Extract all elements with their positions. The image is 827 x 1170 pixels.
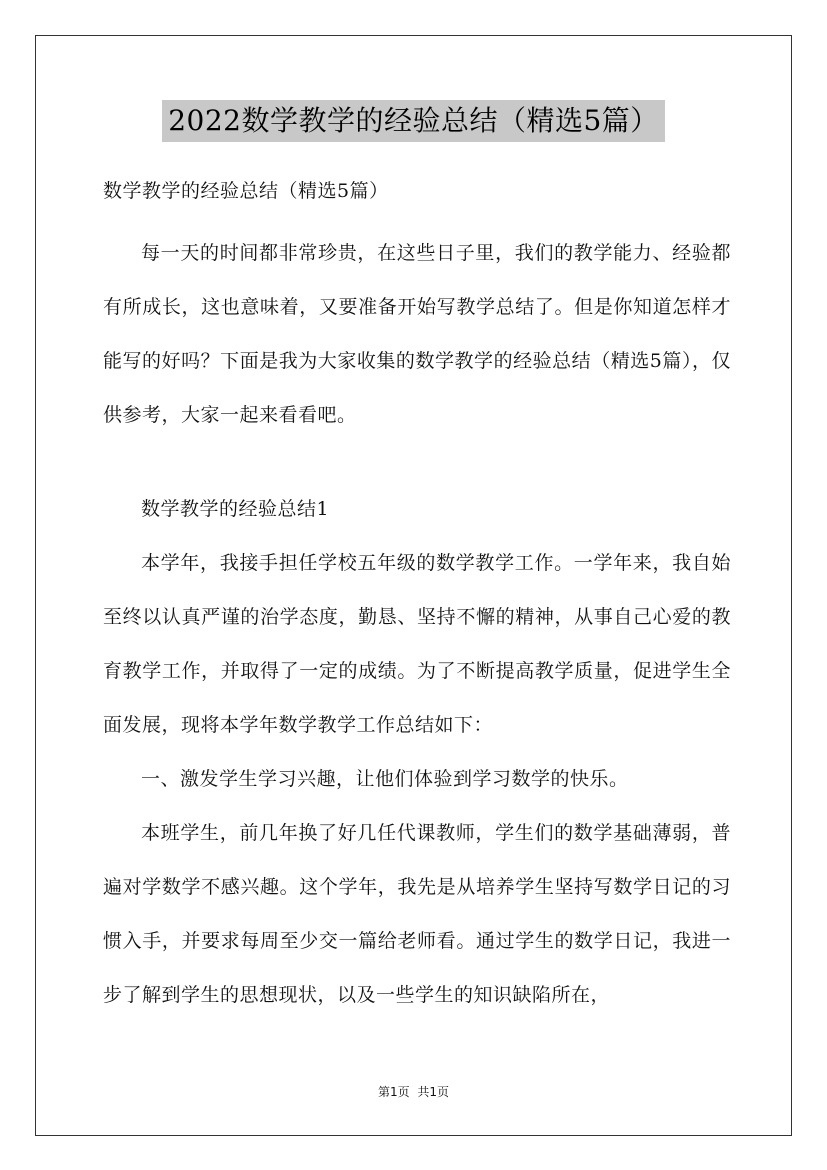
title-wrap (0, 100, 827, 142)
body-paragraph-1: 本学年，我接手担任学校五年级的数学教学工作。一学年来，我自始至终以认真严谨的治学态度，勤恳、坚持不懈的精神，从事自己心爱的教育教学工作，并取得了一定的成绩。为了不断提高教学质量，促进学生全面发展，现将本学年数学教学工作总结如下： (103, 552, 731, 736)
body-paragraph-2: 一、激发学生学习兴趣，让他们体验到学习数学的快乐。 (141, 768, 629, 790)
section-heading: 数学教学的经验总结1 (141, 498, 330, 520)
intro-paragraph: 每一天的时间都非常珍贵，在这些日子里，我们的教学能力、经验都有所成长，这也意味着，又要准备开始写教学总结了。但是你知道怎样才能写的好吗？下面是我为大家收集的数学教学的经验总结（精选5篇），仅供参考，大家一起来看看吧。 (103, 242, 731, 426)
document-title: 2022数学教学的经验总结（精选5篇） (162, 100, 665, 142)
document-body (103, 172, 731, 1022)
body-paragraph-3: 本班学生，前几年换了好几任代课教师，学生们的数学基础薄弱，普遍对学数学不感兴趣。这个学年，我先是从培养学生坚持写数学日记的习惯入手，并要求每周至少交一篇给老师看。通过学生的数学日记，我进一步了解到学生的思想现状，以及一些学生的知识缺陷所在， (103, 822, 731, 1006)
section-spacer (103, 442, 731, 482)
page-number: 第1页 (377, 1085, 410, 1099)
document-subtitle: 数学教学的经验总结（精选5篇） (103, 180, 389, 202)
page-footer (0, 1083, 827, 1100)
page-total: 共1页 (417, 1085, 450, 1099)
